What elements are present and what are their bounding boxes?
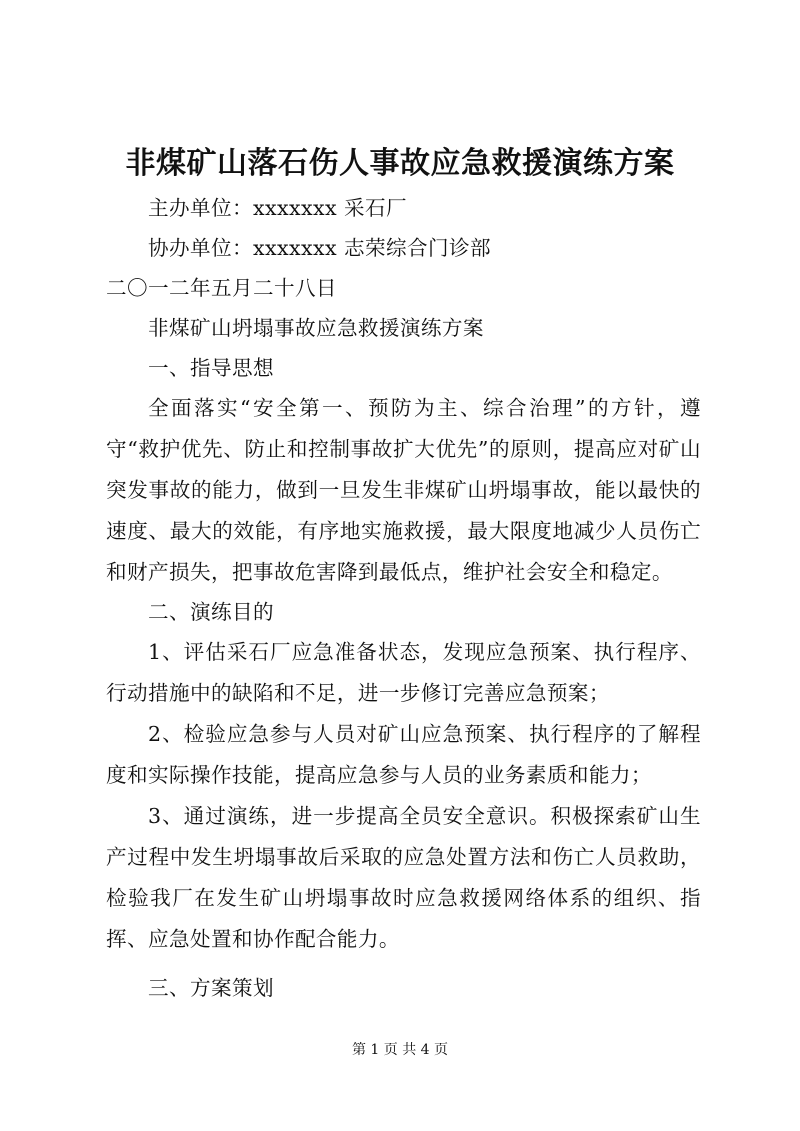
subtitle-line: 非煤矿山坍塌事故应急救援演练方案 bbox=[148, 316, 484, 340]
co-unit-line: 协办单位：xxxxxxx 志荣综合门诊部 bbox=[148, 236, 491, 260]
section1-heading: 一、指导思想 bbox=[148, 356, 274, 380]
section1-paragraph: 全面落实“安全第一、预防为主、综合治理”的方针，遵守“救护优先、防止和控制事故扩大优先”的原则，提高应对矿山突发事故的能力，做到一旦发生非煤矿山坍塌事故，能以最快的速度、最大的效能，有序地实施救援，最大限度地减少人员伤亡和财产损失，把事故危害降到最低点，维护社会安全和稳定。 bbox=[106, 396, 701, 584]
section2-heading: 二、演练目的 bbox=[148, 600, 274, 624]
date-line: 二〇一二年五月二十八日 bbox=[106, 276, 337, 300]
page-footer: 第 1 页 共 4 页 bbox=[351, 1042, 449, 1058]
goal-item-3: 3、通过演练，进一步提高全员安全意识。积极探索矿山生产过程中发生坍塌事故后采取的应急处置方法和伤亡人员救助，检验我厂在发生矿山坍塌事故时应急救援网络体系的组织、指挥、应急处置和协作配合能力。 bbox=[106, 804, 701, 951]
section3-heading: 三、方案策划 bbox=[148, 976, 274, 1000]
goal-item-1: 1、评估采石厂应急准备状态，发现应急预案、执行程序、行动措施中的缺陷和不足，进一步修订完善应急预案； bbox=[106, 640, 701, 705]
goal-item-2: 2、检验应急参与人员对矿山应急预案、执行程序的了解程度和实际操作技能，提高应急参与人员的业务素质和能力； bbox=[106, 722, 701, 787]
document-title: 非煤矿山落石伤人事故应急救援演练方案 bbox=[125, 146, 675, 181]
host-unit-line: 主办单位：xxxxxxx 采石厂 bbox=[148, 196, 407, 220]
